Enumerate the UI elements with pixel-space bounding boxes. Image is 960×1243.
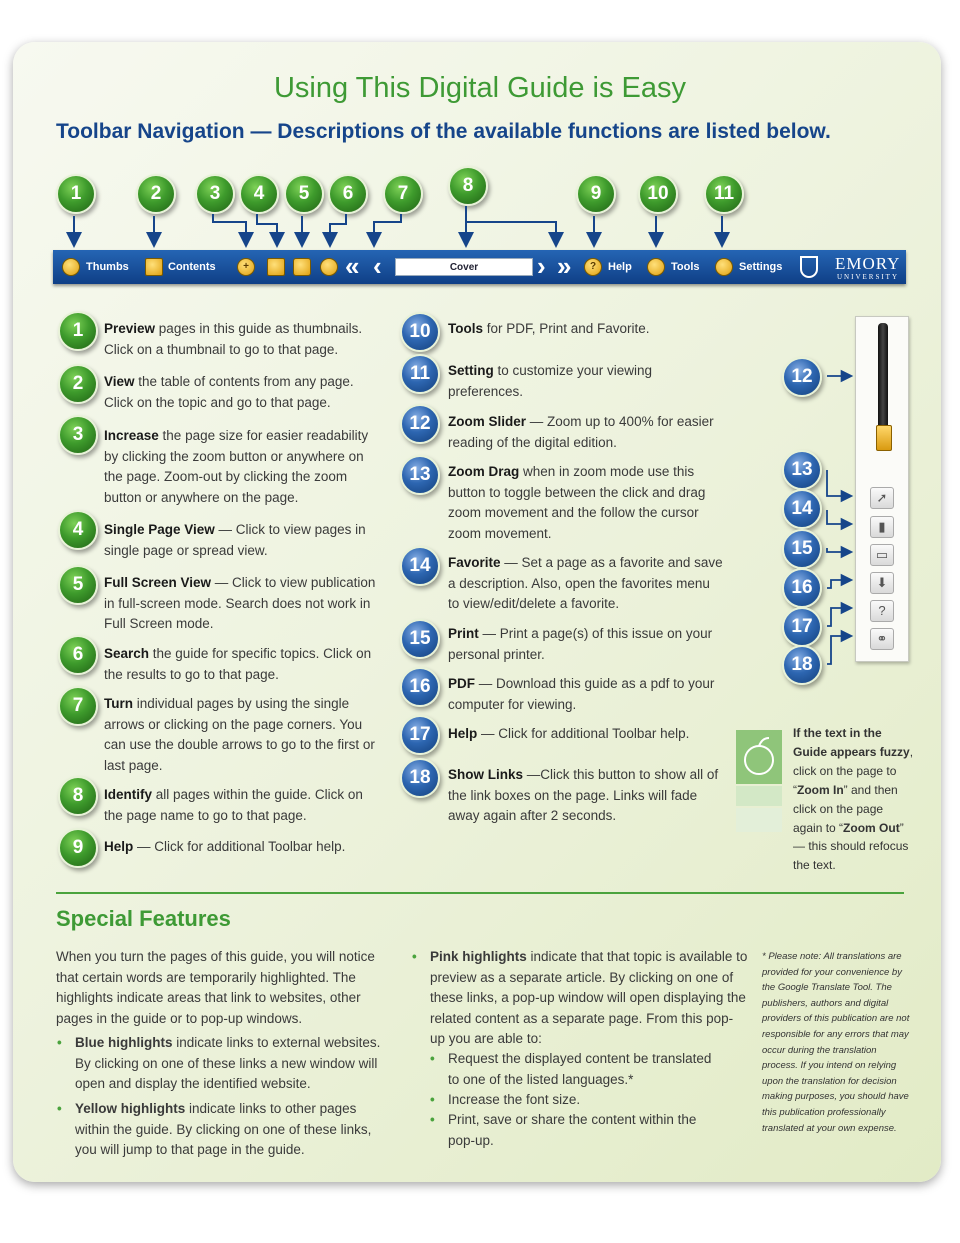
cursor-icon: ➚ bbox=[870, 487, 894, 509]
translation-disclaimer: * Please note: All translations are provided for your convenience by the Google Translate Tool. The publishers, authors and digital providers of this publication are not responsible for any errors that may occur during the translation process. If you intend on relying upon the translation for decision making purposes, you should have this publication professionally translated at your own expense. bbox=[762, 951, 910, 1134]
callout-7: 7 bbox=[383, 174, 423, 214]
item-10-badge: 10 bbox=[400, 312, 440, 352]
item-11-badge: 11 bbox=[400, 354, 440, 394]
print-icon: ▭ bbox=[870, 544, 894, 566]
item-7-description: Turn individual pages by using the single arrows or clicking on the page corners. You can use the double arrows to go to the first or last page. bbox=[104, 696, 375, 773]
item-3-description: Increase the page size for easier readability by clicking the zoom button or anywhere on the page. Zoom-out by clicking the zoom button or anywhere on the page. bbox=[104, 428, 369, 505]
toolbar-navigation-heading: Toolbar Navigation — Descriptions of the available functions are listed below. bbox=[56, 120, 831, 143]
single-page-icon bbox=[267, 258, 285, 276]
link-icon: ⚭ bbox=[870, 628, 894, 650]
full-screen-icon bbox=[293, 258, 311, 276]
item-4-description: Single Page View — Click to view pages in single page or spread view. bbox=[104, 522, 366, 558]
yellow-highlights-bullet: • Yellow highlights indicate links to other pages within the guide. By clicking on one of these links, you will jump to that page in the guide. bbox=[57, 1101, 372, 1157]
toolbar-illustration bbox=[53, 250, 906, 284]
bullet-dot: • bbox=[430, 1092, 435, 1107]
previous-page-icon: ‹ bbox=[373, 251, 382, 281]
bullet-dot: • bbox=[57, 1035, 62, 1050]
help-circle-icon: ? bbox=[870, 600, 894, 622]
callout-5: 5 bbox=[284, 174, 324, 214]
item-15-description: Print — Print a page(s) of this issue on your personal printer. bbox=[448, 626, 713, 662]
item-2-badge: 2 bbox=[58, 364, 98, 404]
page-identifier-field: Cover bbox=[395, 258, 533, 276]
callout-8: 8 bbox=[448, 166, 488, 206]
side-callout-14: 14 bbox=[782, 489, 822, 529]
item-14-badge: 14 bbox=[400, 546, 440, 586]
special-features-heading: Special Features bbox=[56, 906, 231, 931]
toolbar-settings-label: Settings bbox=[739, 261, 783, 273]
item-6-description: Search the guide for specific topics. Click on the results to go to that page. bbox=[104, 646, 372, 682]
callout-1: 1 bbox=[56, 174, 96, 214]
toolbar-tools-label: Tools bbox=[671, 261, 700, 273]
item-7-badge: 7 bbox=[58, 686, 98, 726]
side-callout-13: 13 bbox=[782, 450, 822, 490]
item-14-description: Favorite — Set a page as a favorite and save a description. Also, open the favorites menu to view/edit/delete a favorite. bbox=[448, 555, 723, 611]
zoom-side-panel bbox=[855, 316, 909, 662]
toolbar-thumbs-label: Thumbs bbox=[86, 261, 129, 273]
bullet-dot: • bbox=[412, 949, 417, 964]
item-9-description: Help — Click for additional Toolbar help. bbox=[104, 839, 346, 854]
logo-emory: EMORY bbox=[835, 254, 901, 273]
side-callout-12: 12 bbox=[782, 357, 822, 397]
fuzzy-text-tip: If the text in the Guide appears fuzzy, click on the page to “Zoom In” and then click on the page again to “Zoom Out” — this should refocus the text. bbox=[793, 726, 914, 873]
contents-icon bbox=[145, 258, 163, 276]
help-icon: ? bbox=[584, 258, 602, 276]
item-12-badge: 12 bbox=[400, 404, 440, 444]
side-callout-16: 16 bbox=[782, 568, 822, 608]
item-1-badge: 1 bbox=[58, 311, 98, 351]
thumbs-icon bbox=[62, 258, 80, 276]
callout-3: 3 bbox=[195, 174, 235, 214]
translate-sub-bullet: • Request the displayed content be translated to one of the listed languages.* bbox=[430, 1051, 712, 1087]
side-callout-18: 18 bbox=[782, 645, 822, 685]
item-1-description: Preview pages in this guide as thumbnails. Click on a thumbnail to go to that page. bbox=[104, 321, 363, 357]
bookmark-icon: ▮ bbox=[870, 516, 894, 538]
emory-shield-icon bbox=[800, 256, 818, 278]
side-connector-lines bbox=[815, 360, 855, 690]
callout-11: 11 bbox=[704, 174, 744, 214]
item-15-badge: 15 bbox=[400, 619, 440, 659]
settings-icon bbox=[715, 258, 733, 276]
item-18-description: Show Links —Click this button to show all of the link boxes on the page. Links will fade away again after 2 seconds. bbox=[448, 767, 719, 823]
side-callout-17: 17 bbox=[782, 607, 822, 647]
zoom-icon: + bbox=[237, 258, 255, 276]
item-11-description: Setting to customize your viewing preferences. bbox=[448, 363, 653, 399]
pink-highlights-bullet: • Pink highlights indicate that that topic is available to preview as a separate article. By clicking on one of these links, a pop-up window will open displaying the related content as a separate page. From this pop-up you are able to: bbox=[412, 949, 748, 1046]
bullet-dot: • bbox=[430, 1051, 435, 1066]
callout-10: 10 bbox=[638, 174, 678, 214]
tip-tile-light bbox=[736, 786, 782, 806]
item-12-description: Zoom Slider — Zoom up to 400% for easier reading of the digital edition. bbox=[448, 414, 714, 450]
download-icon: ⬇ bbox=[870, 572, 894, 594]
item-13-badge: 13 bbox=[400, 455, 440, 495]
callout-2: 2 bbox=[136, 174, 176, 214]
tip-decoration bbox=[736, 730, 782, 832]
item-5-badge: 5 bbox=[58, 565, 98, 605]
bullet-dot: • bbox=[430, 1112, 435, 1127]
item-9-badge: 9 bbox=[58, 828, 98, 868]
callout-6: 6 bbox=[328, 174, 368, 214]
item-13-description: Zoom Drag when in zoom mode use this button to toggle between the click and drag zoom movement and the follow the cursor zoom movement. bbox=[448, 464, 706, 541]
side-callout-15: 15 bbox=[782, 529, 822, 569]
tools-icon bbox=[647, 258, 665, 276]
item-5-description: Full Screen View — Click to view publication in full-screen mode. Search does not work in Full Screen mode. bbox=[104, 575, 376, 631]
item-10-description: Tools for PDF, Print and Favorite. bbox=[448, 321, 650, 336]
item-3-badge: 3 bbox=[58, 415, 98, 455]
page-title: Using This Digital Guide is Easy bbox=[273, 72, 687, 104]
print-share-sub-bullet: • Print, save or share the content within the pop-up. bbox=[430, 1112, 697, 1148]
item-6-badge: 6 bbox=[58, 635, 98, 675]
item-4-badge: 4 bbox=[58, 510, 98, 550]
font-size-sub-bullet: • Increase the font size. bbox=[448, 1090, 718, 1111]
apple-icon bbox=[736, 730, 782, 784]
item-18-badge: 18 bbox=[400, 758, 440, 798]
item-2-description: View the table of contents from any page. Click on the topic and go to that page. bbox=[104, 374, 354, 410]
item-8-description: Identify all pages within the guide. Click on the page name to go to that page. bbox=[104, 787, 363, 823]
callout-9: 9 bbox=[576, 174, 616, 214]
item-16-description: PDF — Download this guide as a pdf to your computer for viewing. bbox=[448, 676, 715, 712]
next-page-icon: › bbox=[537, 251, 546, 281]
toolbar-contents-label: Contents bbox=[168, 261, 216, 273]
callout-connector-lines bbox=[0, 0, 960, 260]
blue-highlights-bullet: • Blue highlights indicate links to external websites. By clicking on one of these links a new window will open and display the identified website. bbox=[57, 1035, 381, 1091]
tip-tile-lighter bbox=[736, 808, 782, 832]
toolbar-help-label: Help bbox=[608, 261, 632, 273]
item-17-description: Help — Click for additional Toolbar help. bbox=[448, 726, 690, 741]
last-page-icon: » bbox=[557, 251, 572, 281]
search-icon bbox=[320, 258, 338, 276]
item-16-badge: 16 bbox=[400, 667, 440, 707]
first-page-icon: « bbox=[345, 251, 360, 281]
bullet-dot: • bbox=[57, 1101, 62, 1116]
section-divider bbox=[56, 892, 904, 894]
logo-university: UNIVERSITY bbox=[837, 273, 899, 281]
item-8-badge: 8 bbox=[58, 776, 98, 816]
callout-4: 4 bbox=[239, 174, 279, 214]
apple-tile bbox=[736, 730, 782, 784]
zoom-slider-knob bbox=[876, 425, 892, 451]
special-intro: When you turn the pages of this guide, you will notice that certain words are temporarily highlighted. The highlights indicate areas that link to websites, other pages in the guide or to pop-up windows. bbox=[56, 949, 375, 1026]
item-17-badge: 17 bbox=[400, 715, 440, 755]
